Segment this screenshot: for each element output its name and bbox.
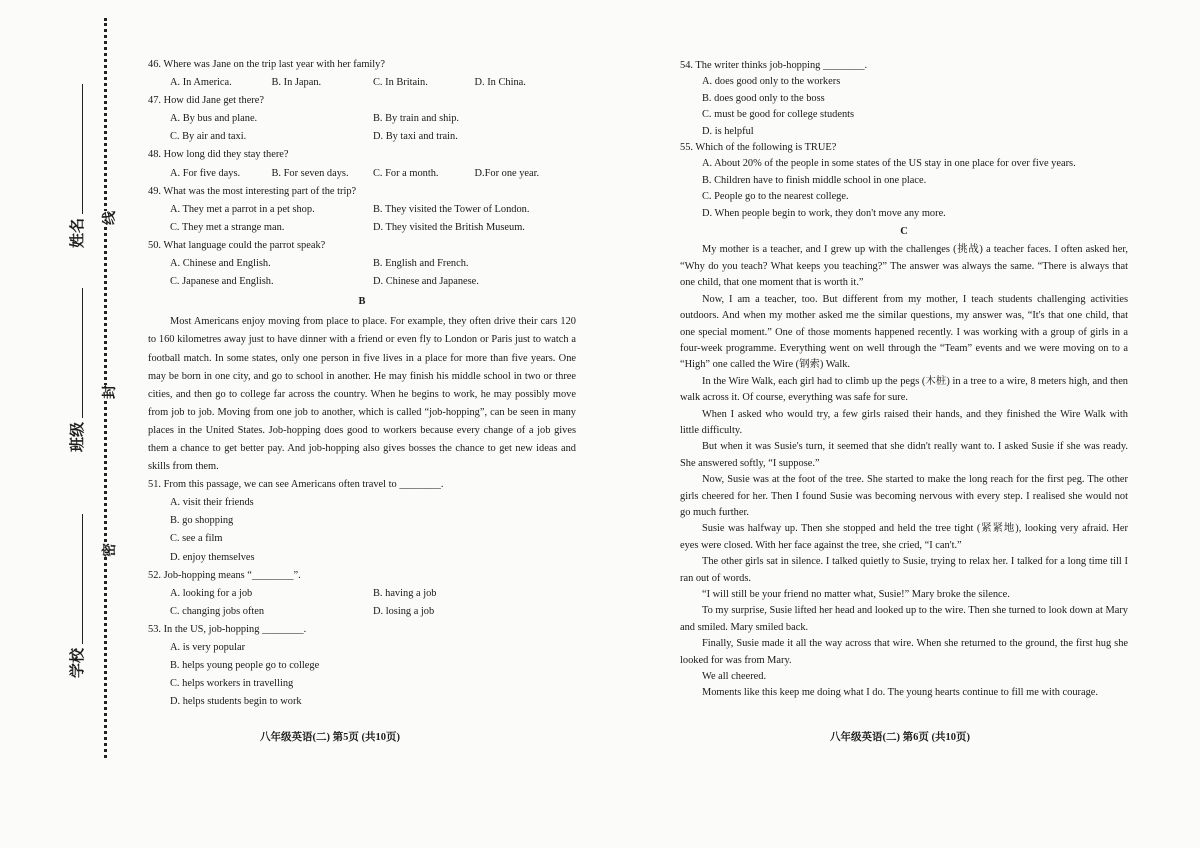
option: D. is helpful xyxy=(702,125,754,137)
option: B. In Japan. xyxy=(271,77,322,89)
option: A. By bus and plane. xyxy=(170,113,258,125)
option: D. Chinese and Japanese. xyxy=(373,276,479,288)
right-column xyxy=(680,58,1128,702)
question-stem: 48. How long did they stay there? xyxy=(148,149,289,161)
question-50 xyxy=(148,237,576,291)
question-48 xyxy=(148,146,576,182)
class-line[interactable] xyxy=(70,288,83,418)
page-footer: 八年级英语(二) 第5页 (共10页) xyxy=(260,732,400,743)
option: C. must be good for college students xyxy=(702,109,855,121)
question-stem: 52. Job-hopping means “________”. xyxy=(148,569,301,581)
option: D. losing a job xyxy=(373,605,435,617)
passage-paragraph: In the Wire Walk, each girl had to climb up the pegs (木桩) in a tree to a wire, 8 meters high, and then walk across it. Of course, everything was safe for sure. xyxy=(680,375,1128,404)
question-46 xyxy=(148,56,576,92)
option: A. visit their friends xyxy=(170,497,254,509)
seal-word-mi: 密 xyxy=(97,543,121,557)
question-51 xyxy=(148,476,576,566)
question-55 xyxy=(680,140,1128,222)
class-label: 班级 xyxy=(68,421,86,452)
seal-word-xian: 线 xyxy=(97,211,121,225)
question-stem: 47. How did Jane get there? xyxy=(148,95,264,107)
question-stem: 50. What language could the parrot speak? xyxy=(148,239,326,251)
question-stem: 49. What was the most interesting part of the trip? xyxy=(148,185,357,197)
question-47 xyxy=(148,92,576,146)
passage-paragraph: Now, I am a teacher, too. But different from my mother, I teach students challenging activities outdoors. And when my mother asked me the similar questions, my answer was, “It's that one child, that one special moment.” One of those moments happened recently. I was working with a group of girls in a four-week programme. Everything went on well through the “Team” events and we were moving on to a “High” one called the Wire (钢索) Walk. xyxy=(680,293,1128,371)
passage-paragraph: The other girls sat in silence. I talked quietly to Susie, trying to relax her. I talked for a long time till I ran out of words. xyxy=(680,556,1128,584)
section-c-heading: C xyxy=(900,226,908,238)
question-stem: 54. The writer thinks job-hopping ________. xyxy=(680,60,868,71)
option: C. changing jobs often xyxy=(170,605,265,617)
question-stem: 51. From this passage, we can see Americans often travel to ________. xyxy=(148,479,444,491)
passage-paragraph: Moments like this keep me doing what I do. The young hearts continue to fill me with courage. xyxy=(702,687,1099,699)
question-stem: 46. Where was Jane on the trip last year with her family? xyxy=(148,59,385,70)
question-stem: 53. In the US, job-hopping ________. xyxy=(148,623,307,635)
option: C. People go to the nearest college. xyxy=(702,191,849,203)
option: B. having a job xyxy=(373,587,437,599)
option: C. They met a strange man. xyxy=(170,221,285,233)
name-line[interactable] xyxy=(70,84,83,214)
question-stem: 55. Which of the following is TRUE? xyxy=(680,142,837,154)
passage-paragraph: Finally, Susie made it all the way across that wire. When she returned to the ground, the first hug she looked for was from Mary. xyxy=(680,638,1128,666)
question-49 xyxy=(148,183,576,237)
passage-paragraph: My mother is a teacher, and I grew up with the challenges (挑战) a teacher faces. I often asked her, “Why do you teach? What keeps you teaching?” The answer was always the same. “There is always that one child, that one moment that is worth it.” xyxy=(680,244,1128,289)
option: A. looking for a job xyxy=(170,587,253,599)
option: D. They visited the British Museum. xyxy=(373,221,525,233)
passage-b: Most Americans enjoy moving from place to place. For example, they often drive their cars 120 to 160 kilometres away just to have dinner with a friend or even fly to London or Paris just to watch a football match. In some states, only one person in five lives in a place for more than five years. One may be born in one city, and go to school in another. He may finish his middle school in two or three cities, and then go to college far across the country. When he begins to work, he may possibly move from job to job. Moving from one job to another, which is called “job-hopping”, can be seen in many places in the United States. Job-hopping does good to workers because every change of a job gives them a chance to get better pay. And job-hopping also gives bosses the chance to get new ideas and skills from them. xyxy=(148,316,576,473)
option: B. For seven days. xyxy=(271,167,349,179)
school-line[interactable] xyxy=(70,514,83,644)
option: A. does good only to the workers xyxy=(702,76,841,88)
name-field[interactable] xyxy=(66,84,87,248)
class-field[interactable] xyxy=(66,288,87,452)
option: D. By taxi and train. xyxy=(373,131,458,143)
option: D.For one year. xyxy=(474,167,540,179)
option: D. When people begin to work, they don't move any more. xyxy=(702,207,946,219)
option: D. enjoy themselves xyxy=(170,551,255,563)
option: D. In China. xyxy=(474,77,526,89)
option: A. Chinese and English. xyxy=(170,258,271,270)
passage-paragraph: Now, Susie was at the foot of the tree. She started to make the long reach for the first peg. The other girls cheered for her. Then I found Susie was becoming nervous with every step. I realised she would not go much further. xyxy=(680,474,1128,518)
option: B. By train and ship. xyxy=(373,113,460,125)
option: A. In America. xyxy=(170,77,232,89)
school-label: 学校 xyxy=(68,647,86,678)
option: B. They visited the Tower of London. xyxy=(373,203,530,215)
question-54 xyxy=(680,58,1128,140)
left-column xyxy=(148,56,576,711)
passage-paragraph: We all cheered. xyxy=(702,671,767,683)
question-53 xyxy=(148,621,576,711)
option: C. For a month. xyxy=(373,167,439,179)
page-footer: 八年级英语(二) 第6页 (共10页) xyxy=(830,732,970,743)
passage-c xyxy=(680,242,1128,701)
option: C. Japanese and English. xyxy=(170,276,274,288)
school-field[interactable] xyxy=(66,514,87,678)
passage-paragraph: Susie was halfway up. Then she stopped and held the tree tight (紧紧地), looking very afraid. Her eyes were closed. With her face against the tree, she cried, “I can't.” xyxy=(680,523,1128,551)
page-6 xyxy=(600,0,1200,848)
passage-paragraph: “I will still be your friend no matter what, Susie!” Mary broke the silence. xyxy=(702,589,1010,600)
option: A. For five days. xyxy=(170,167,241,179)
option: C. In Britain. xyxy=(373,77,428,89)
name-label: 姓名 xyxy=(68,217,86,248)
option: A. They met a parrot in a pet shop. xyxy=(170,203,315,215)
option: B. go shopping xyxy=(170,515,234,527)
option: D. helps students begin to work xyxy=(170,696,302,708)
option: B. Children have to finish middle school in one place. xyxy=(702,174,927,186)
option: C. see a film xyxy=(170,533,223,545)
option: B. English and French. xyxy=(373,258,469,270)
question-52 xyxy=(148,567,576,621)
option: C. By air and taxi. xyxy=(170,131,247,143)
section-b-heading: B xyxy=(358,296,366,308)
option: B. does good only to the boss xyxy=(702,92,825,104)
passage-paragraph: When I asked who would try, a few girls raised their hands, and they finished the Wire Walk with little difficulty. xyxy=(680,408,1128,436)
seal-word-feng: 封 xyxy=(97,385,121,399)
option: B. helps young people go to college xyxy=(170,660,320,672)
option: A. is very popular xyxy=(170,642,246,653)
passage-paragraph: But when it was Susie's turn, it seemed that she didn't really want to. I asked Susie if she was ready. She answered softly, “I suppose.” xyxy=(680,441,1128,469)
passage-paragraph: To my surprise, Susie lifted her head and looked up to the wire. Then she turned to look down at Mary and smiled. Mary smiled back. xyxy=(680,605,1128,633)
option: C. helps workers in travelling xyxy=(170,678,294,690)
option: A. About 20% of the people in some states of the US stay in one place for over five years. xyxy=(702,158,1076,170)
